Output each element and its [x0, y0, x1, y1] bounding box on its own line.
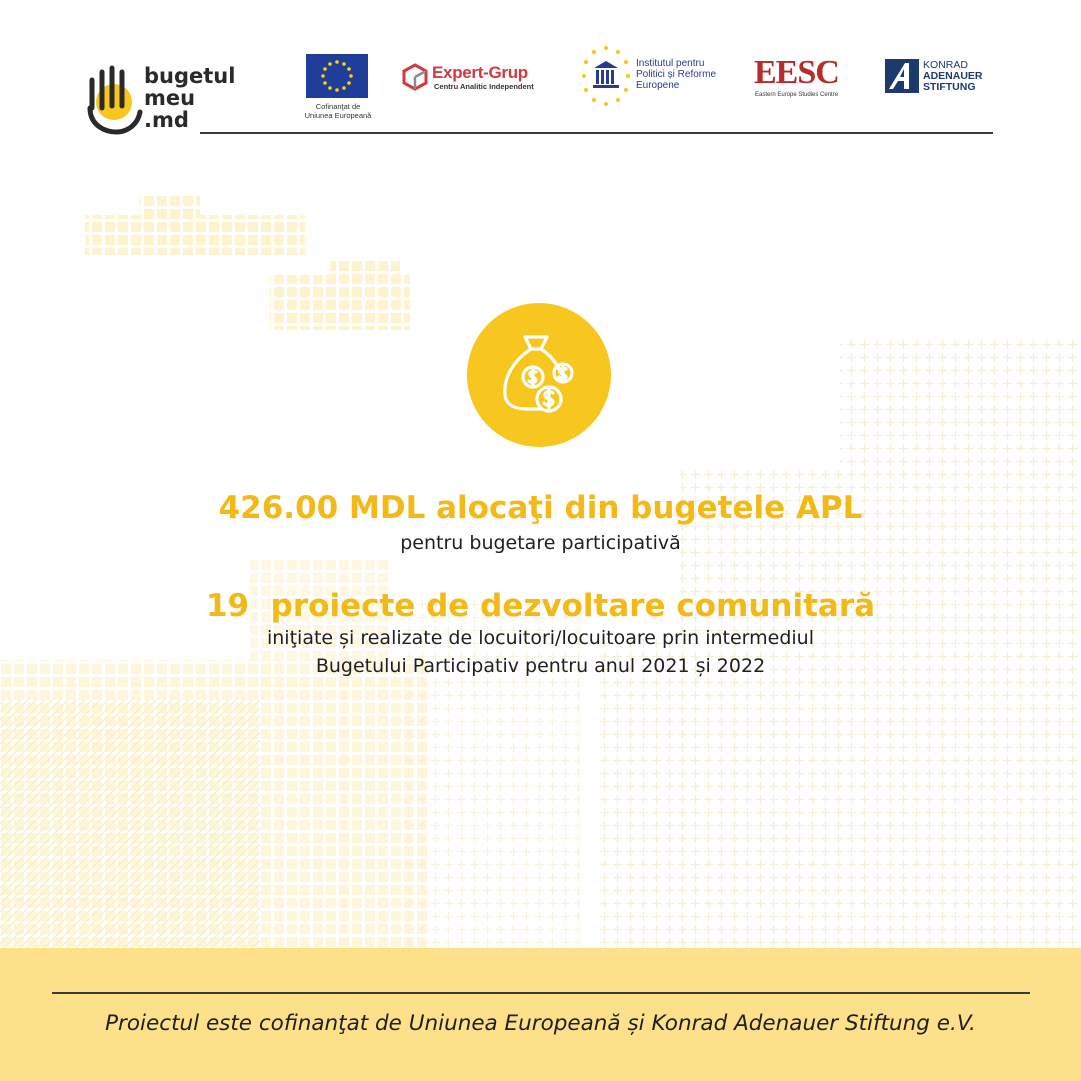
hand-logo-icon: [86, 62, 146, 136]
stat-budget-subline: pentru bugetare participativă: [400, 532, 681, 554]
stat-projects-subline-1: iniţiate și realizate de locuitori/locuitoare prin intermediul: [266, 627, 814, 649]
eu-caption-line-1: Cofinanţat de: [315, 102, 361, 111]
expert-grup-title: Expert-Grup: [432, 63, 528, 82]
cofinancing-note: Proiectul este cofinanţat de Uniunea Europeană și Konrad Adenauer Stiftung e.V.: [105, 1011, 976, 1036]
kas-text: [923, 60, 983, 93]
ipre-line-2: Politici și Reforme: [636, 69, 717, 80]
expert-grup-cube-icon: [400, 62, 430, 92]
footer: [0, 948, 1081, 1081]
kas-logo[interactable]: [885, 59, 1005, 95]
brand-wordmark: [144, 65, 235, 131]
brand-line-3: .md: [144, 108, 189, 132]
ipre-text: [636, 58, 716, 91]
ipre-logo[interactable]: [578, 44, 738, 108]
stat-projects-subline-2: Bugetului Participativ pentru anul 2021 și 2022: [315, 655, 766, 677]
kas-line-3: STIFTUNG: [923, 81, 976, 93]
kas-emblem: [885, 59, 919, 93]
eu-flag-logo[interactable]: [306, 54, 368, 98]
header: [0, 0, 1081, 150]
expert-grup-subtitle: Centru Analitic Independent: [434, 82, 534, 91]
expert-grup-logo[interactable]: [400, 60, 550, 94]
bugetul-meu-logo[interactable]: [86, 62, 256, 136]
kas-line-1: KONRAD: [923, 59, 968, 71]
icon-circle: [467, 303, 611, 447]
header-divider: [200, 132, 993, 134]
ipre-line-3: Europene: [636, 80, 680, 91]
stat-projects-headline: 19 proiecte de dezvoltare comunitară: [205, 588, 876, 624]
eesc-logo[interactable]: [754, 56, 844, 102]
kas-a-icon: [885, 59, 919, 93]
money-bag-coins-icon: [467, 303, 611, 447]
ipre-line-1: Institutul pentru: [636, 58, 705, 69]
footer-divider: [52, 992, 1030, 994]
eu-caption: [292, 102, 384, 120]
kas-line-2: ADENAUER: [923, 70, 983, 82]
stat-budget-headline: 426.00 MDL alocaţi din bugetele APL: [218, 490, 863, 526]
eu-stars-icon: [306, 54, 368, 98]
brand-line-1: bugetul: [144, 64, 236, 88]
eesc-title: EESC: [754, 54, 839, 91]
eesc-subtitle: Eastern Europe Studies Centre: [755, 92, 839, 98]
ipre-building-icon: [578, 44, 634, 108]
eu-caption-line-2: Uniunea Europeană: [304, 111, 372, 120]
brand-line-2: meu: [144, 86, 196, 110]
